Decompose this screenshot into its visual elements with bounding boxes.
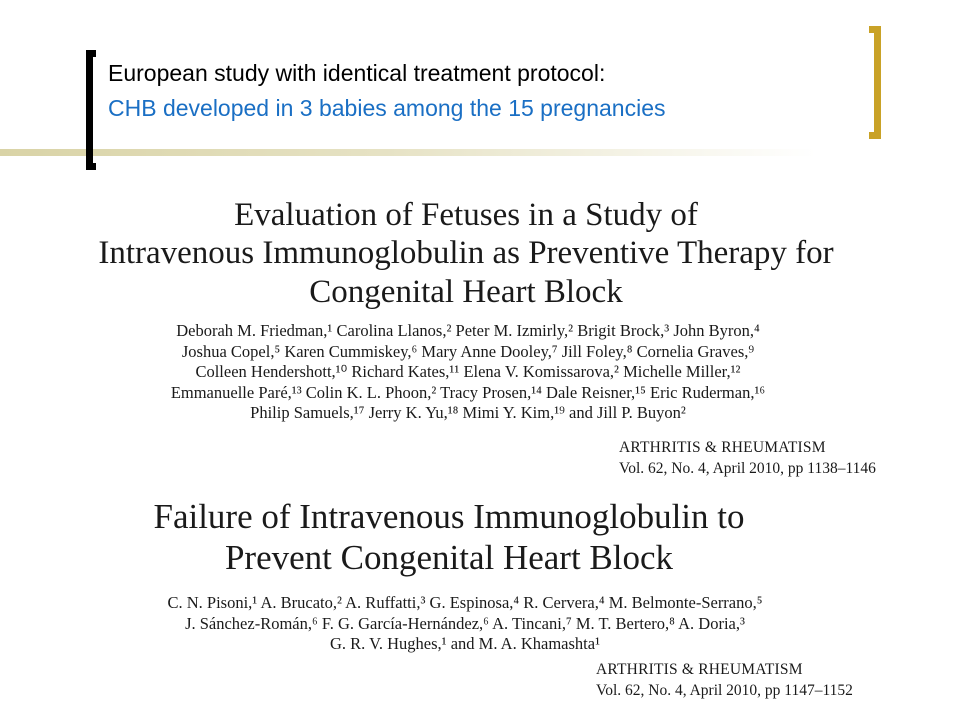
paper1-author-line: Colleen Hendershott,¹⁰ Richard Kates,¹¹ Elena V. Komissarova,² Michelle Miller,¹² — [195, 362, 741, 381]
paper1-volume-info: Vol. 62, No. 4, April 2010, pp 1138–1146 — [619, 460, 876, 477]
right-bracket-decoration — [869, 26, 881, 139]
left-bracket-decoration — [86, 50, 96, 170]
paper2-title-line: Failure of Intravenous Immunoglobulin to — [153, 497, 745, 536]
paper2-authors — [0, 593, 945, 655]
paper1-title-line: Congenital Heart Block — [309, 273, 623, 310]
paper2-title — [0, 497, 929, 578]
slide-subtitle: CHB developed in 3 babies among the 15 pregnancies — [108, 95, 666, 121]
paper1-author-line: Joshua Copel,⁵ Karen Cummiskey,⁶ Mary Anne Dooley,⁷ Jill Foley,⁸ Cornelia Graves,⁹ — [181, 341, 755, 361]
paper1-author-line: Philip Samuels,¹⁷ Jerry K. Yu,¹⁸ Mimi Y. Kim,¹⁹ and Jill P. Buyon² — [250, 403, 686, 422]
paper2-journal-citation — [596, 659, 853, 701]
paper2-volume-info: Vol. 62, No. 4, April 2010, pp 1147–1152 — [596, 682, 853, 699]
paper1-title-line: Evaluation of Fetuses in a Study of — [234, 197, 698, 233]
paper2-author-line: J. Sánchez-Román,⁶ F. G. García-Hernández,⁶ A. Tincani,⁷ M. T. Bertero,⁸ A. Doria,³ — [185, 613, 745, 633]
paper2-journal-name: ARTHRITIS & RHEUMATISM — [596, 661, 803, 678]
paper1-author-line: Deborah M. Friedman,¹ Carolina Llanos,² Peter M. Izmirly,² Brigit Brock,³ John Byron,⁴ — [176, 321, 760, 340]
paper2-author-line: G. R. V. Hughes,¹ and M. A. Khamashta¹ — [329, 634, 601, 653]
paper2-author-line: C. N. Pisoni,¹ A. Brucato,² A. Ruffatti,³ G. Espinosa,⁴ R. Cervera,⁴ M. Belmonte-Serrano,⁵ — [167, 593, 763, 612]
paper1-authors — [0, 321, 948, 424]
paper2-title-line: Prevent Congenital Heart Block — [224, 537, 674, 577]
title-underline-bar — [0, 149, 960, 156]
paper1-title-line: Intravenous Immunoglobulin as Preventive Therapy for — [98, 235, 834, 272]
paper1-title — [0, 196, 946, 311]
slide-title: European study with identical treatment protocol: — [108, 60, 606, 86]
paper1-journal-citation — [619, 437, 876, 479]
paper1-author-line: Emmanuelle Paré,¹³ Colin K. L. Phoon,² Tracy Prosen,¹⁴ Dale Reisner,¹⁵ Eric Ruderman,¹⁶ — [170, 382, 766, 402]
paper1-journal-name: ARTHRITIS & RHEUMATISM — [619, 439, 826, 456]
